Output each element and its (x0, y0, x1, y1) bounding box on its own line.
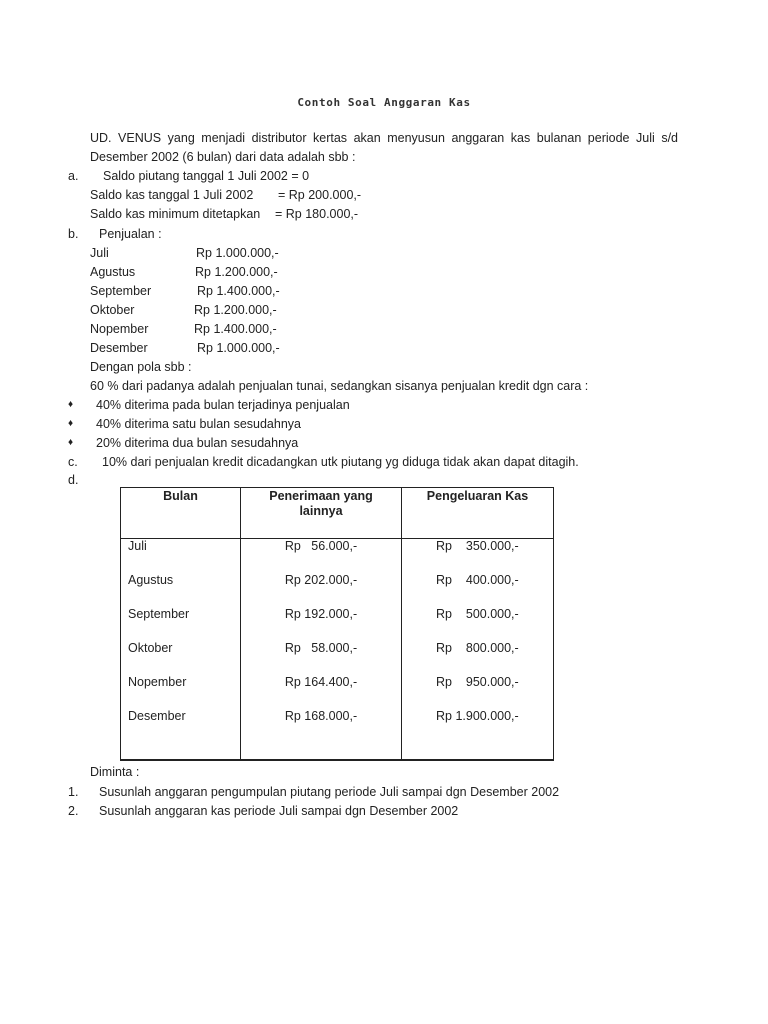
section-a-line-2-value: = Rp 200.000,- (278, 188, 362, 202)
section-a-marker: a. (68, 169, 79, 183)
section-c-marker: c. (68, 455, 78, 469)
table-row (121, 607, 554, 641)
intro-line-1: UD. VENUS yang menjadi distributor kertas akan menyusun anggaran kas bulanan periode Juli s/d (90, 131, 678, 145)
sales-amount: Rp 1.400.000,- (194, 322, 277, 336)
table-row (121, 641, 554, 675)
header-bulan: Bulan (121, 488, 241, 539)
cell-penerimaan: Rp 192.000,- (241, 607, 402, 641)
sales-month: Desember (90, 341, 148, 355)
cell-pengeluaran: Rp 1.900.000,- (402, 709, 554, 760)
section-d-marker: d. (68, 473, 79, 487)
intro-line-2: Desember 2002 (6 bulan) dari data adalah sbb : (90, 150, 356, 164)
cell-pengeluaran: Rp 950.000,- (402, 675, 554, 709)
cell-pengeluaran: Rp 350.000,- (402, 539, 554, 574)
cell-penerimaan: Rp 202.000,- (241, 573, 402, 607)
pattern-intro: Dengan pola sbb : (90, 360, 192, 374)
diamond-bullet-icon: ♦ (68, 418, 74, 429)
diamond-bullet-icon: ♦ (68, 399, 74, 410)
sales-month: Nopember (90, 322, 149, 336)
sales-month: Juli (90, 246, 109, 260)
cell-penerimaan: Rp 168.000,- (241, 709, 402, 760)
cell-bulan: Agustus (121, 573, 241, 607)
sales-amount: Rp 1.400.000,- (197, 284, 280, 298)
diminta-item-text: Susunlah anggaran pengumpulan piutang periode Juli sampai dgn Desember 2002 (99, 785, 560, 799)
cell-pengeluaran: Rp 800.000,- (402, 641, 554, 675)
sales-month: September (90, 284, 152, 298)
section-a-line-2-label: Saldo kas tanggal 1 Juli 2002 (90, 188, 254, 202)
table-row (121, 675, 554, 709)
sales-amount: Rp 1.200.000,- (195, 265, 278, 279)
document-title: Contoh Soal Anggaran Kas (297, 96, 471, 109)
sales-month: Agustus (90, 265, 136, 279)
sales-amount: Rp 1.000.000,- (196, 246, 279, 260)
pattern-description: 60 % dari padanya adalah penjualan tunai, sedangkan sisanya penjualan kredit dgn cara : (90, 379, 589, 393)
section-b-heading: Penjualan : (99, 227, 162, 241)
cell-penerimaan: Rp 56.000,- (241, 539, 402, 574)
section-c-text: 10% dari penjualan kredit dicadangkan utk piutang yg diduga tidak akan dapat ditagih. (102, 455, 579, 469)
intro-paragraph (90, 130, 678, 146)
cell-pengeluaran: Rp 400.000,- (402, 573, 554, 607)
table-row (121, 573, 554, 607)
cell-bulan: September (121, 607, 241, 641)
cell-penerimaan: Rp 164.400,- (241, 675, 402, 709)
cell-bulan: Oktober (121, 641, 241, 675)
diminta-item-marker: 1. (68, 785, 79, 799)
cell-bulan: Nopember (121, 675, 241, 709)
bullet-text: 40% diterima satu bulan sesudahnya (96, 417, 301, 431)
diminta-item-text: Susunlah anggaran kas periode Juli sampai dgn Desember 2002 (99, 804, 459, 818)
cell-penerimaan: Rp 58.000,- (241, 641, 402, 675)
sales-amount: Rp 1.000.000,- (197, 341, 280, 355)
section-a-line-1: Saldo piutang tanggal 1 Juli 2002 = 0 (103, 169, 310, 183)
cell-bulan: Juli (121, 539, 241, 574)
bullet-text: 40% diterima pada bulan terjadinya penjualan (96, 398, 350, 412)
section-a-line-3-value: = Rp 180.000,- (275, 207, 359, 221)
sales-month: Oktober (90, 303, 135, 317)
table-header-row (121, 488, 554, 539)
section-a-line-3-label: Saldo kas minimum ditetapkan (90, 207, 261, 221)
cell-pengeluaran: Rp 500.000,- (402, 607, 554, 641)
cell-bulan: Desember (121, 709, 241, 760)
table-row (121, 539, 554, 574)
cash-table (120, 487, 554, 761)
bullet-text: 20% diterima dua bulan sesudahnya (96, 436, 299, 450)
table-row (121, 709, 554, 760)
header-penerimaan: Penerimaan yang lainnya (241, 488, 402, 539)
diminta-item-marker: 2. (68, 804, 79, 818)
sales-amount: Rp 1.200.000,- (194, 303, 277, 317)
diamond-bullet-icon: ♦ (68, 437, 74, 448)
section-b-marker: b. (68, 227, 79, 241)
header-pengeluaran: Pengeluaran Kas (402, 488, 554, 539)
diminta-heading: Diminta : (90, 765, 140, 779)
